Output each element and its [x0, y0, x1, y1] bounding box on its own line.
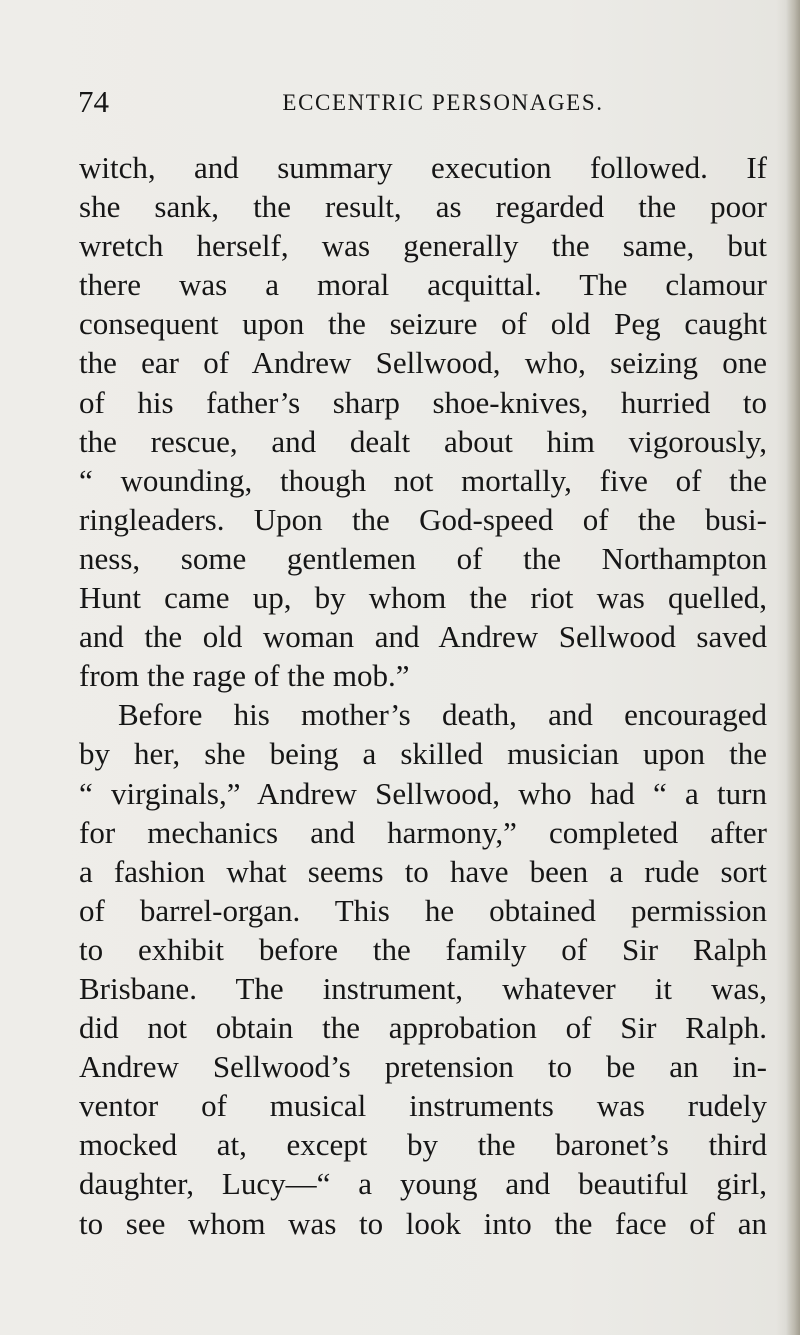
text-line: a fashion what seems to have been a rude sort	[79, 853, 767, 889]
text-line: Brisbane. The instrument, whatever it was,	[79, 970, 767, 1006]
text-line: Andrew Sellwood’s pretension to be an in-	[79, 1049, 767, 1085]
text-line: she sank, the result, as regarded the poor	[79, 189, 767, 225]
text-line: and the old woman and Andrew Sellwood saved	[79, 619, 767, 655]
text-line: witch, and summary execution followed. If	[79, 150, 767, 185]
text-line: daughter, Lucy—“ a young and beautiful girl,	[79, 1166, 767, 1202]
text-line: ringleaders. Upon the God-speed of the busi-	[79, 501, 767, 537]
text-line: to exhibit before the family of Sir Ralph	[79, 931, 767, 967]
running-header	[78, 84, 768, 120]
text-line: “ wounding, though not mortally, five of the	[79, 462, 767, 498]
text-line: ventor of musical instruments was rudely	[79, 1088, 767, 1124]
text-line: by her, she being a skilled musician upon the	[79, 736, 767, 772]
text-line: of barrel-organ. This he obtained permission	[79, 892, 767, 928]
text-line: to see whom was to look into the face of an	[79, 1205, 767, 1241]
text-line: ness, some gentlemen of the Northampton	[79, 540, 767, 576]
text-line: wretch herself, was generally the same, but	[79, 228, 767, 264]
page-edge-shadow	[786, 0, 800, 1335]
text-line: mocked at, except by the baronet’s third	[79, 1127, 767, 1163]
page-number: 74	[78, 84, 109, 119]
text-line: the ear of Andrew Sellwood, who, seizing one	[79, 345, 767, 381]
text-line: did not obtain the approbation of Sir Ralph.	[79, 1010, 767, 1046]
text-line: the rescue, and dealt about him vigorously,	[79, 423, 767, 459]
text-line: for mechanics and harmony,” completed after	[79, 814, 767, 850]
text-line: consequent upon the seizure of old Peg caught	[79, 306, 767, 342]
text-line: there was a moral acquittal. The clamour	[79, 267, 767, 303]
text-line: of his father’s sharp shoe-knives, hurried to	[79, 384, 767, 420]
paragraph-first-line: Before his mother’s death, and encouraged	[118, 697, 767, 733]
running-title: ECCENTRIC PERSONAGES.	[282, 90, 604, 115]
text-line: Hunt came up, by whom the riot was quelled,	[79, 580, 767, 616]
text-line: “ virginals,” Andrew Sellwood, who had “ a turn	[79, 775, 767, 811]
paragraph-last-line: from the rage of the mob.”	[79, 658, 410, 694]
body-text	[79, 148, 767, 1243]
